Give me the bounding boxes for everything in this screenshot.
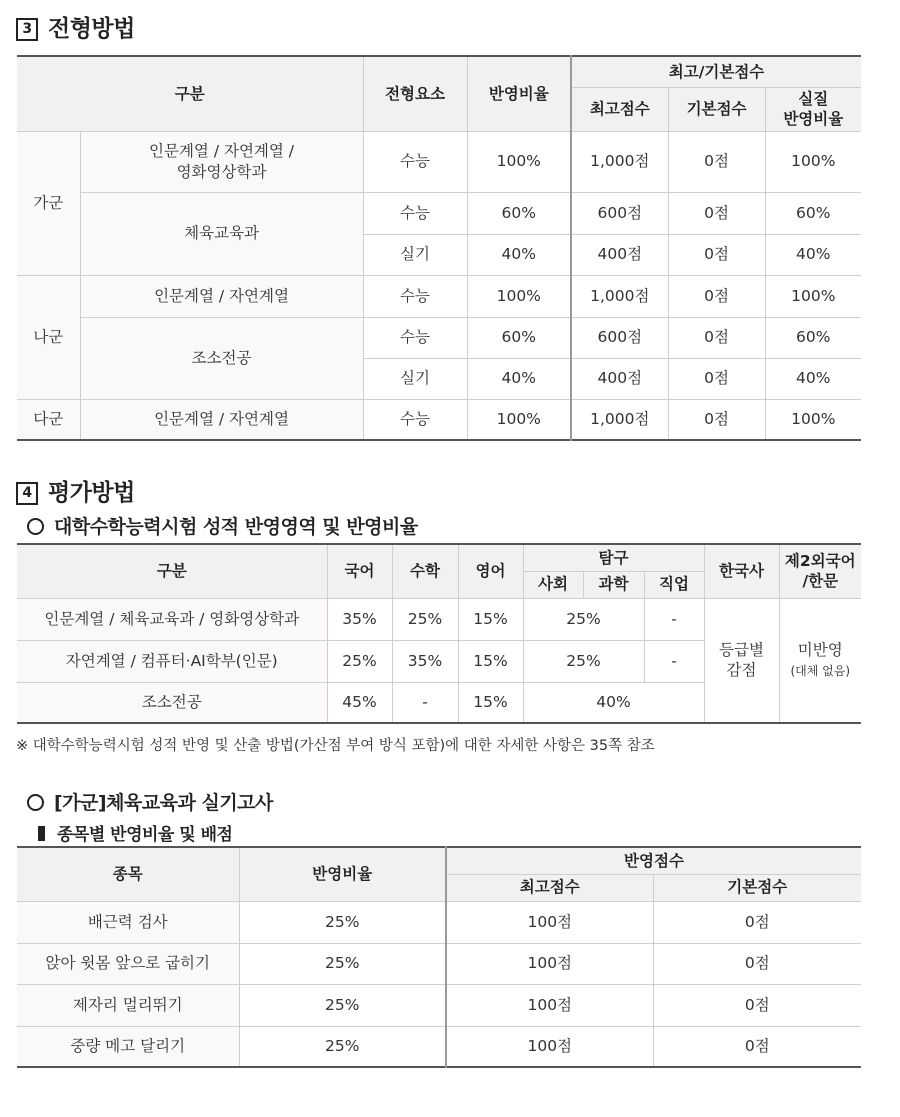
table-row xyxy=(17,984,861,1026)
dept-cell: 인문계열 / 자연계열 / 영화영상학과 xyxy=(80,131,363,192)
math-cell: 25% xyxy=(392,598,458,640)
table-row xyxy=(17,598,861,640)
ratio-cell: 60% xyxy=(467,192,571,234)
max-cell: 100점 xyxy=(446,984,653,1026)
section3-heading xyxy=(16,10,135,43)
group-ga: 가군 xyxy=(17,131,80,275)
ratio-cell: 60% xyxy=(467,317,571,358)
admission-method-table xyxy=(17,55,861,441)
max-cell: 100점 xyxy=(446,943,653,984)
ratio-cell: 100% xyxy=(467,275,571,317)
event-cell: 중량 메고 달리기 xyxy=(17,1026,239,1067)
english-cell: 15% xyxy=(458,682,523,723)
base-cell: 0점 xyxy=(668,234,765,275)
header-max: 최고점수 xyxy=(571,87,668,131)
ratio-cell: 40% xyxy=(467,234,571,275)
table-row xyxy=(17,901,861,943)
header-gubun: 구분 xyxy=(17,544,327,598)
table-row xyxy=(17,399,861,440)
section-number-box: 3 xyxy=(16,18,38,41)
base-cell: 0점 xyxy=(668,275,765,317)
header-history: 한국사 xyxy=(704,544,779,598)
base-cell: 0점 xyxy=(653,984,861,1026)
vocational-cell: - xyxy=(644,640,704,682)
section4-title: 평가방법 xyxy=(48,480,135,506)
event-cell: 제자리 멀리뛰기 xyxy=(17,984,239,1026)
header-ratio: 반영비율 xyxy=(467,56,571,131)
practical-subtitle: 종목별 반영비율 및 배점 xyxy=(57,825,233,845)
vocational-cell: - xyxy=(644,598,704,640)
base-cell: 0점 xyxy=(653,901,861,943)
base-cell: 0점 xyxy=(668,131,765,192)
header-math: 수학 xyxy=(392,544,458,598)
max-cell: 400점 xyxy=(571,234,668,275)
element-cell: 수능 xyxy=(363,275,467,317)
ratio-cell: 25% xyxy=(239,901,446,943)
circle-bullet-icon xyxy=(27,518,44,535)
dept-cell: 자연계열 / 컴퓨터·AI학부(인문) xyxy=(17,640,327,682)
header-score: 반영점수 xyxy=(446,847,861,874)
table-row xyxy=(17,943,861,984)
header-foreign: 제2외국어 /한문 xyxy=(779,544,861,598)
history-cell: 등급별 감점 xyxy=(704,598,779,723)
square-bullet-icon xyxy=(38,826,45,841)
table-row xyxy=(17,1026,861,1067)
event-cell: 배근력 검사 xyxy=(17,901,239,943)
max-cell: 1,000점 xyxy=(571,275,668,317)
table-row xyxy=(17,275,861,317)
inquiry-cell: 25% xyxy=(523,598,644,640)
ratio-cell: 100% xyxy=(467,399,571,440)
english-cell: 15% xyxy=(458,598,523,640)
header-gubun: 구분 xyxy=(17,56,363,131)
base-cell: 0점 xyxy=(668,317,765,358)
header-event: 종목 xyxy=(17,847,239,901)
csat-ratio-table xyxy=(17,543,861,724)
english-cell: 15% xyxy=(458,640,523,682)
element-cell: 실기 xyxy=(363,358,467,399)
korean-cell: 25% xyxy=(327,640,392,682)
header-inquiry: 탐구 xyxy=(523,544,704,571)
korean-cell: 45% xyxy=(327,682,392,723)
event-cell: 앉아 윗몸 앞으로 굽히기 xyxy=(17,943,239,984)
section4-heading xyxy=(16,474,135,507)
dept-cell: 인문계열 / 체육교육과 / 영화영상학과 xyxy=(17,598,327,640)
table-row xyxy=(17,192,861,234)
ratio-cell: 25% xyxy=(239,943,446,984)
base-cell: 0점 xyxy=(653,943,861,984)
base-cell: 0점 xyxy=(668,399,765,440)
ratio-cell: 100% xyxy=(467,131,571,192)
ratio-cell: 25% xyxy=(239,1026,446,1067)
element-cell: 실기 xyxy=(363,234,467,275)
practical-title: [가군]체육교육과 실기고사 xyxy=(54,792,273,814)
header-max: 최고점수 xyxy=(446,874,653,901)
actual-cell: 40% xyxy=(765,358,861,399)
header-actual: 실질 반영비율 xyxy=(765,87,861,131)
max-cell: 1,000점 xyxy=(571,399,668,440)
header-english: 영어 xyxy=(458,544,523,598)
csat-subheading xyxy=(27,512,418,539)
actual-cell: 100% xyxy=(765,131,861,192)
dept-cell: 인문계열 / 자연계열 xyxy=(80,275,363,317)
circle-bullet-icon xyxy=(27,794,44,811)
max-cell: 600점 xyxy=(571,317,668,358)
csat-note: ※ 대학수학능력시험 성적 반영 및 산출 방법(가산점 부여 방식 포함)에 대한 자세한 사항은 35쪽 참조 xyxy=(16,738,655,754)
dept-cell: 인문계열 / 자연계열 xyxy=(80,399,363,440)
header-vocational: 직업 xyxy=(644,571,704,598)
practical-score-table xyxy=(17,846,861,1068)
dept-cell: 조소전공 xyxy=(80,317,363,399)
table-row xyxy=(17,131,861,192)
csat-subtitle: 대학수학능력시험 성적 반영영역 및 반영비율 xyxy=(54,516,418,538)
header-base: 기본점수 xyxy=(668,87,765,131)
base-cell: 0점 xyxy=(668,192,765,234)
base-cell: 0점 xyxy=(668,358,765,399)
korean-cell: 35% xyxy=(327,598,392,640)
header-base: 기본점수 xyxy=(653,874,861,901)
math-cell: - xyxy=(392,682,458,723)
actual-cell: 100% xyxy=(765,275,861,317)
base-cell: 0점 xyxy=(653,1026,861,1067)
math-cell: 35% xyxy=(392,640,458,682)
section3-title: 전형방법 xyxy=(48,16,135,42)
header-korean: 국어 xyxy=(327,544,392,598)
foreign-cell: 미반영 (대체 없음) xyxy=(779,598,861,723)
max-cell: 100점 xyxy=(446,1026,653,1067)
ratio-cell: 25% xyxy=(239,984,446,1026)
actual-cell: 60% xyxy=(765,317,861,358)
actual-cell: 40% xyxy=(765,234,861,275)
max-cell: 1,000점 xyxy=(571,131,668,192)
dept-cell: 조소전공 xyxy=(17,682,327,723)
ratio-cell: 40% xyxy=(467,358,571,399)
group-na: 나군 xyxy=(17,275,80,399)
header-social: 사회 xyxy=(523,571,583,598)
table-row xyxy=(17,317,861,358)
max-cell: 400점 xyxy=(571,358,668,399)
section-number-box: 4 xyxy=(16,482,38,505)
actual-cell: 60% xyxy=(765,192,861,234)
max-cell: 100점 xyxy=(446,901,653,943)
header-score-group: 최고/기본점수 xyxy=(571,56,861,87)
max-cell: 600점 xyxy=(571,192,668,234)
element-cell: 수능 xyxy=(363,317,467,358)
actual-cell: 100% xyxy=(765,399,861,440)
practical-heading xyxy=(27,788,273,815)
element-cell: 수능 xyxy=(363,131,467,192)
header-ratio: 반영비율 xyxy=(239,847,446,901)
dept-cell: 체육교육과 xyxy=(80,192,363,275)
inquiry-cell: 25% xyxy=(523,640,644,682)
element-cell: 수능 xyxy=(363,192,467,234)
inquiry-cell: 40% xyxy=(523,682,704,723)
header-science: 과학 xyxy=(583,571,644,598)
header-element: 전형요소 xyxy=(363,56,467,131)
element-cell: 수능 xyxy=(363,399,467,440)
group-da: 다군 xyxy=(17,399,80,440)
practical-subheading xyxy=(34,820,232,845)
